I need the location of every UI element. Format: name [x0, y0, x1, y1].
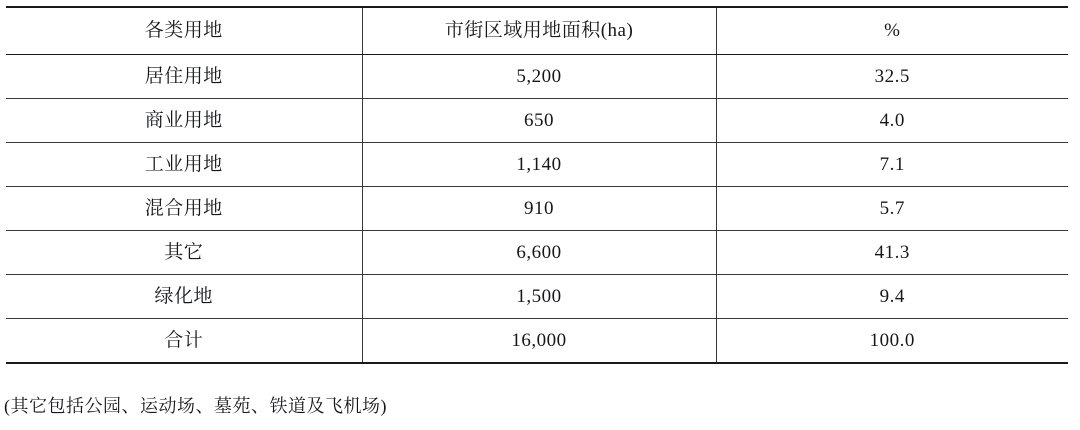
cell-percent: 7.1: [716, 143, 1068, 187]
cell-category: 商业用地: [6, 99, 362, 143]
cell-category: 绿化地: [6, 275, 362, 319]
table-row: [6, 231, 1068, 275]
table-row: [6, 275, 1068, 319]
cell-percent: 9.4: [716, 275, 1068, 319]
table-header-row: [6, 7, 1068, 55]
cell-category: 其它: [6, 231, 362, 275]
table-footnote: (其它包括公园、运动场、墓苑、铁道及飞机场): [4, 396, 387, 416]
cell-percent: 32.5: [716, 55, 1068, 99]
cell-category: 居住用地: [6, 55, 362, 99]
land-use-table: [6, 6, 1068, 364]
table-row-total: [6, 319, 1068, 364]
column-header-percent: %: [716, 7, 1068, 55]
cell-percent: 41.3: [716, 231, 1068, 275]
cell-area: 910: [362, 187, 716, 231]
cell-area: 5,200: [362, 55, 716, 99]
table-body: [6, 7, 1068, 363]
cell-percent: 100.0: [716, 319, 1068, 364]
column-header-category: 各类用地: [6, 7, 362, 55]
cell-percent: 4.0: [716, 99, 1068, 143]
cell-category: 工业用地: [6, 143, 362, 187]
cell-area: 6,600: [362, 231, 716, 275]
cell-area: 1,500: [362, 275, 716, 319]
column-header-area: 市街区域用地面积(ha): [362, 7, 716, 55]
cell-category: 合计: [6, 319, 362, 364]
cell-percent: 5.7: [716, 187, 1068, 231]
table-row: [6, 99, 1068, 143]
table-row: [6, 55, 1068, 99]
table-row: [6, 143, 1068, 187]
cell-area: 650: [362, 99, 716, 143]
cell-area: 1,140: [362, 143, 716, 187]
cell-area: 16,000: [362, 319, 716, 364]
cell-category: 混合用地: [6, 187, 362, 231]
table-row: [6, 187, 1068, 231]
